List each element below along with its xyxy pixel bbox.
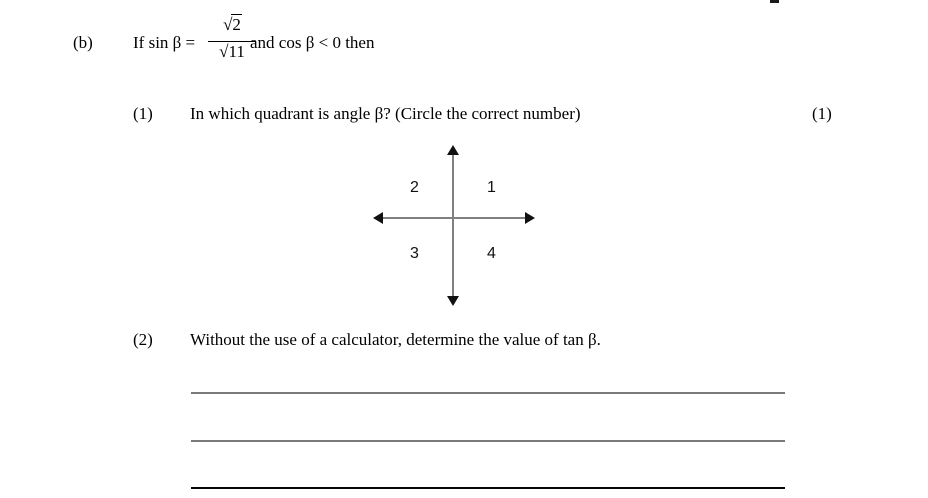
radical-icon (222, 16, 242, 34)
radical-symbol-denominator: √ (219, 42, 229, 61)
quadrant-label-3[interactable]: 3 (410, 245, 419, 262)
arrow-left-icon (373, 212, 383, 224)
fraction-sqrt2-over-sqrt11 (208, 16, 256, 67)
radical-icon (218, 43, 246, 61)
cartesian-quadrant-diagram (370, 140, 540, 310)
marks-allocation-1: (1) (812, 104, 832, 123)
fraction-numerator (208, 16, 256, 40)
answer-line[interactable] (191, 487, 785, 489)
question-label-b: (b) (73, 33, 93, 52)
quadrant-label-4[interactable]: 4 (487, 245, 496, 262)
horizontal-axis (381, 217, 533, 219)
subquestion-text-1: In which quadrant is angle β? (Circle the correct number) (190, 104, 581, 123)
arrow-right-icon (525, 212, 535, 224)
quadrant-label-1[interactable]: 1 (487, 179, 496, 196)
answer-line[interactable] (191, 440, 785, 442)
arrow-down-icon (447, 296, 459, 306)
answer-line[interactable] (191, 392, 785, 394)
stem-lead-text: If sin β = (133, 33, 196, 52)
quadrant-label-2[interactable]: 2 (410, 179, 419, 196)
arrow-up-icon (447, 145, 459, 155)
radical-symbol-numerator: √ (223, 15, 233, 34)
fraction-denominator (208, 43, 256, 67)
stem-tail-text: and cos β < 0 then (250, 33, 375, 52)
radicand-denominator: 11 (228, 42, 245, 61)
radicand-numerator: 2 (232, 15, 241, 34)
subquestion-number-1: (1) (133, 104, 153, 123)
clipped-text-fragment (770, 0, 779, 3)
vertical-axis (452, 152, 454, 302)
subquestion-text-2: Without the use of a calculator, determine the value of tan β. (190, 330, 601, 349)
subquestion-number-2: (2) (133, 330, 153, 349)
